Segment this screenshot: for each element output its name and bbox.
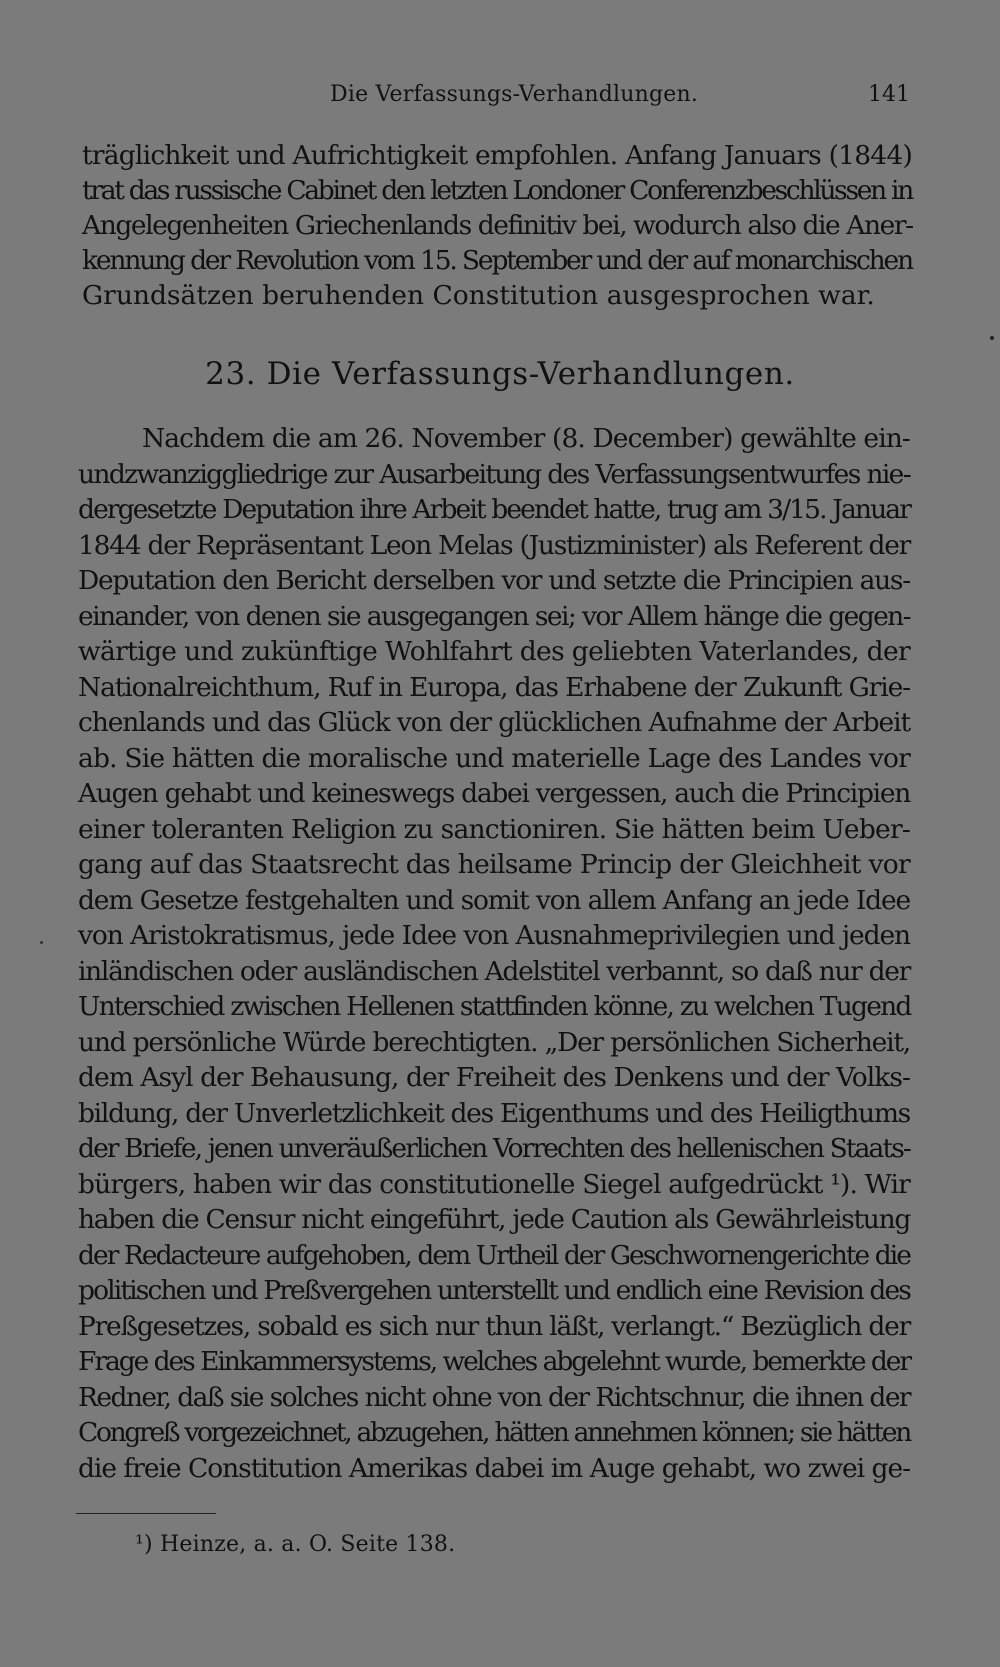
text-line: der Redacteure aufgehoben, dem Urtheil der Geschwornengerichte die (78, 1239, 910, 1271)
running-title: Die Verfassungs-Verhandlungen. (330, 82, 699, 107)
text-line: Grundsätzen beruhenden Constitution ausgesprochen war. (82, 280, 875, 311)
text-line: Redner, daß sie solches nicht ohne von der Richtschnur, die ihnen der (78, 1381, 910, 1413)
text-line: Nachdem die am 26. November (8. December) gewählte ein- (142, 423, 910, 454)
text-line: träglichkeit und Aufrichtigkeit empfohlen. Anfang Januars (1844) (82, 140, 912, 171)
text-line: ab. Sie hätten die moralische und materielle Lage des Landes vor (78, 742, 910, 774)
text-line: politischen und Preßvergehen unterstellt und endlich eine Revision des (78, 1275, 910, 1306)
text-line: bürgers, haben wir das constitutionelle Siegel aufgedrückt ¹). Wir (78, 1168, 911, 1200)
footnote: ¹) Heinze, a. a. O. Seite 138. (135, 1532, 456, 1557)
footnote-divider (76, 1513, 216, 1514)
text-line: trat das russische Cabinet den letzten Londoner Conferenzbeschlüssen in (82, 175, 912, 206)
text-line: Deputation den Bericht derselben vor und setzte die Principien aus- (78, 565, 910, 596)
text-line: wärtige und zukünftige Wohlfahrt des geliebten Vaterlandes, der (78, 636, 910, 667)
page-number: 141 (868, 82, 910, 107)
text-line: chenlands und das Glück von der glücklichen Aufnahme der Arbeit (78, 707, 910, 738)
paper-speck (990, 336, 994, 340)
text-line: Congreß vorgezeichnet, abzugehen, hätten annehmen können; sie hätten (78, 1417, 910, 1448)
running-header (80, 82, 910, 116)
text-line: Preßgesetzes, sobald es sich nur thun läßt, verlangt.“ Bezüglich der (78, 1310, 910, 1342)
body-paragraph (78, 421, 910, 1486)
text-line: einander, von denen sie ausgegangen sei; vor Allem hänge die gegen- (78, 600, 911, 632)
text-line: die freie Constitution Amerikas dabei im Auge gehabt, wo zwei ge- (78, 1452, 911, 1484)
text-line: dem Asyl der Behausung, der Freiheit des Denkens und der Volks- (78, 1062, 911, 1093)
text-line: der Briefe, jenen unveräußerlichen Vorrechten des hellenischen Staats- (78, 1133, 910, 1164)
text-line: gang auf das Staatsrecht das heilsame Princip der Gleichheit vor (78, 849, 910, 880)
text-line: Augen gehabt und keineswegs dabei vergessen, auch die Principien (78, 778, 911, 809)
paper-speck (40, 941, 43, 944)
text-line: Angelegenheiten Griechenlands definitiv bei, wodurch also die Aner- (82, 210, 913, 241)
text-line: und persönliche Würde berechtigten. „Der persönlichen Sicherheit, (78, 1026, 910, 1058)
text-line: bildung, der Unverletzlichkeit des Eigenthums und des Heiligthums (78, 1097, 910, 1129)
text-line: 1844 der Repräsentant Leon Melas (Justizminister) als Referent der (78, 529, 911, 561)
text-line: von Aristokratismus, jede Idee von Ausnahmeprivilegien und jeden (78, 920, 911, 951)
text-line: Unterschied zwischen Hellenen stattfinden könne, zu welchen Tugend (78, 991, 911, 1022)
text-line: Frage des Einkammersystems, welches abgelehnt wurde, bemerkte der (78, 1346, 910, 1377)
section-heading: 23. Die Verfassungs-Verhandlungen. (205, 356, 795, 392)
text-line: Nationalreichthum, Ruf in Europa, das Erhabene der Zukunft Grie- (78, 671, 910, 703)
text-line: kennung der Revolution vom 15. September und der auf monarchischen (82, 245, 912, 276)
text-line: haben die Censur nicht eingeführt, jede Caution als Gewährleistung (78, 1204, 910, 1235)
intro-paragraph (82, 138, 912, 313)
text-line: undzwanziggliedrige zur Ausarbeitung des Verfassungsentwurfes nie- (78, 458, 910, 490)
text-line: inländischen oder ausländischen Adelstitel verbannt, so daß nur der (78, 955, 910, 987)
text-line: dem Gesetze festgehalten und somit von allem Anfang an jede Idee (78, 884, 911, 916)
text-line: dergesetzte Deputation ihre Arbeit beendet hatte, trug am 3/15. Januar (78, 494, 910, 525)
text-line: einer toleranten Religion zu sanctioniren. Sie hätten beim Ueber- (78, 813, 911, 845)
